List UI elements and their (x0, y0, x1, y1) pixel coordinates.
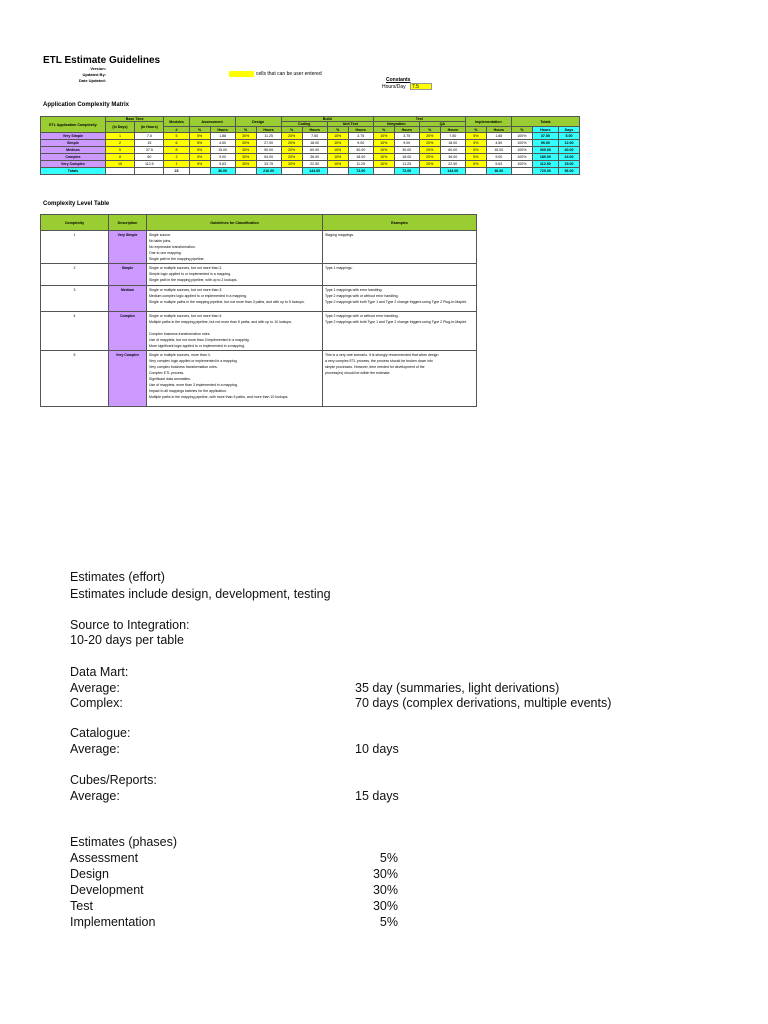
matrix-row (41, 147, 580, 154)
totals-cell-a-hrs: 36.00 (210, 168, 235, 175)
th-pct: % (373, 127, 394, 133)
complexity-description: Medium (109, 286, 147, 312)
constants-title: Constants (386, 77, 411, 83)
th-hours: Hours (302, 127, 327, 133)
matrix-cell-hours: 112.5 (135, 161, 164, 168)
complexity-description: Complex (109, 312, 147, 351)
totals-empty-cell (135, 168, 164, 175)
example-line: Type 1 mappings with error handling. (325, 288, 383, 292)
matrix-cell-im-pct[interactable]: 5% (465, 147, 486, 154)
th-hours: Hours (532, 127, 558, 133)
matrix-cell-d-hrs: 11.25 (256, 133, 281, 140)
matrix-cell-im-pct[interactable]: 5% (465, 133, 486, 140)
matrix-cell-c-hrs: 7.50 (302, 133, 327, 140)
matrix-cell-c-pct[interactable]: 20% (281, 161, 302, 168)
guideline-line: Multiple paths in the mapping pipeline, but not more than 5 paths, and with up to 10 lookups. (149, 320, 293, 324)
matrix-cell-a-hrs: 5.63 (210, 161, 235, 168)
matrix-cell-u-pct[interactable]: 10% (327, 133, 348, 140)
guideline-line: Simple logic applied to or implemented in a mapping. (149, 272, 232, 276)
s2i-value: 10-20 days per table (70, 633, 184, 647)
th-hours: Hours (394, 127, 419, 133)
matrix-cell-d-hrs: 27.00 (256, 140, 281, 147)
matrix-cell-u-pct[interactable]: 10% (327, 154, 348, 161)
matrix-cell-days[interactable]: 8 (105, 154, 134, 161)
th-hours: Hours (348, 127, 373, 133)
matrix-cell-name: Complex (41, 154, 106, 161)
example-line: process(es) should be within the estimate. (325, 371, 391, 375)
hours-per-day-input[interactable]: 7.5 (410, 83, 432, 90)
phase-value: 30% (372, 867, 398, 881)
matrix-cell-modules[interactable]: 3 (164, 154, 189, 161)
matrix-cell-c-pct[interactable]: 20% (281, 140, 302, 147)
matrix-cell-im-hrs: 4.50 (486, 140, 511, 147)
matrix-cell-modules[interactable]: 5 (164, 133, 189, 140)
matrix-cell-name: Simple (41, 140, 106, 147)
matrix-cell-t-hrs: 112.50 (532, 161, 558, 168)
matrix-cell-im-pct[interactable]: 5% (465, 161, 486, 168)
guideline-line: Use of mapplets, more than 3 implemented in a mapping. (149, 383, 238, 387)
totals-empty-cell (465, 168, 486, 175)
complexity-examples (323, 286, 477, 312)
complexity-row (41, 286, 477, 312)
datamart-complex-value: 70 days (complex derivations, multiple events) (355, 696, 612, 710)
guideline-line: Impact to all mappings batches for the application. (149, 389, 227, 393)
totals-empty-cell (511, 168, 532, 175)
matrix-cell-d-hrs: 54.00 (256, 154, 281, 161)
matrix-cell-d-pct[interactable]: 30% (235, 161, 256, 168)
th-hours: Hours (486, 127, 511, 133)
complexity-level: 3 (41, 286, 109, 312)
matrix-cell-t-pct: 100% (511, 161, 532, 168)
totals-cell-modules: 23 (164, 168, 189, 175)
matrix-cell-t-pct: 100% (511, 140, 532, 147)
matrix-cell-modules[interactable]: 6 (164, 140, 189, 147)
matrix-cell-d-hrs: 90.00 (256, 147, 281, 154)
example-line: Type 1 mappings. (325, 266, 353, 270)
th-pct: % (189, 127, 210, 133)
matrix-cell-name: Very Simple (41, 133, 106, 140)
totals-cell-d-hrs: 216.00 (256, 168, 281, 175)
catalogue-average-value: 10 days (355, 742, 399, 756)
th-complexity-level: Complexity (41, 215, 109, 231)
phase-label: Implementation (70, 915, 156, 929)
s2i-title: Source to Integration: (70, 618, 190, 632)
matrix-cell-im-hrs: 9.00 (486, 154, 511, 161)
complexity-level: 1 (41, 231, 109, 264)
matrix-cell-u-hrs: 9.00 (348, 140, 373, 147)
matrix-cell-i-pct[interactable]: 10% (373, 133, 394, 140)
matrix-cell-i-pct[interactable]: 10% (373, 154, 394, 161)
matrix-cell-t-days: 40.00 (558, 147, 579, 154)
matrix-cell-d-pct[interactable]: 30% (235, 154, 256, 161)
matrix-cell-t-hrs: 37.50 (532, 133, 558, 140)
matrix-cell-c-hrs: 18.00 (302, 140, 327, 147)
matrix-cell-u-pct[interactable]: 10% (327, 140, 348, 147)
example-line: a very complex ETL process, the process should be broken down into (325, 359, 433, 363)
effort-title: Estimates (effort) (70, 570, 165, 584)
matrix-cell-c-hrs: 22.50 (302, 161, 327, 168)
complexity-row (41, 264, 477, 286)
phase-value: 5% (379, 915, 398, 929)
matrix-cell-u-pct[interactable]: 10% (327, 161, 348, 168)
th-complexity: ETL Application Complexity (41, 117, 106, 133)
totals-cell-u-hrs: 72.00 (348, 168, 373, 175)
matrix-cell-im-hrs: 15.00 (486, 147, 511, 154)
matrix-cell-a-hrs: 1.88 (210, 133, 235, 140)
matrix-cell-q-hrs: 22.50 (440, 161, 465, 168)
matrix-cell-hours: 15 (135, 140, 164, 147)
guideline-line: Very complex business transformation rules. (149, 365, 218, 369)
matrix-cell-c-hrs: 60.00 (302, 147, 327, 154)
th-unit-test: Unit Test (327, 122, 373, 127)
complexity-guidelines (147, 312, 323, 351)
th-design: Design (235, 117, 281, 127)
matrix-cell-hours: 7.5 (135, 133, 164, 140)
matrix-cell-i-hrs: 3.75 (394, 133, 419, 140)
guideline-line: More significant logic applied to or implemented in a mapping. (149, 344, 245, 348)
matrix-row (41, 133, 580, 140)
cubes-average-value: 15 days (355, 789, 399, 803)
complexity-guidelines (147, 286, 323, 312)
th-integration: Integration (373, 122, 419, 127)
matrix-cell-d-hrs: 33.75 (256, 161, 281, 168)
matrix-totals-row (41, 168, 580, 175)
example-line: Type 2 mappings with or without error handling. (325, 314, 399, 318)
matrix-cell-im-pct[interactable]: 5% (465, 140, 486, 147)
example-line: simple processes. However, time needed for development of the (325, 365, 425, 369)
hours-per-day-label: Hours/Day (382, 84, 406, 90)
phase-label: Test (70, 899, 93, 913)
matrix-cell-days[interactable]: 1 (105, 133, 134, 140)
legend-text: cells that can be user entered (256, 71, 322, 77)
phase-value: 30% (372, 899, 398, 913)
totals-cell-t-days: 96.00 (558, 168, 579, 175)
matrix-cell-d-pct[interactable]: 30% (235, 140, 256, 147)
matrix-cell-hours: 60 (135, 154, 164, 161)
matrix-cell-t-days: 15.00 (558, 161, 579, 168)
th-in-days: (In Days) (105, 122, 134, 133)
matrix-cell-q-hrs: 60.00 (440, 147, 465, 154)
date-updated-label: Date Updated: (78, 78, 106, 83)
matrix-cell-im-hrs: 1.88 (486, 133, 511, 140)
matrix-cell-a-pct[interactable]: 5% (189, 133, 210, 140)
th-pct: % (235, 127, 256, 133)
matrix-cell-t-hrs: 90.00 (532, 140, 558, 147)
catalogue-average-label: Average: (70, 742, 120, 756)
totals-cell-t-hrs: 720.00 (532, 168, 558, 175)
matrix-cell-a-hrs: 4.50 (210, 140, 235, 147)
matrix-cell-days[interactable]: 5 (105, 147, 134, 154)
example-line: Type 2 mappings with or without error handling. (325, 294, 399, 298)
totals-empty-cell (235, 168, 256, 175)
guideline-line: No expression transformation. (149, 245, 196, 249)
matrix-cell-u-hrs: 3.75 (348, 133, 373, 140)
matrix-cell-i-pct[interactable]: 10% (373, 161, 394, 168)
matrix-cell-q-pct[interactable]: 20% (419, 133, 440, 140)
phase-label: Development (70, 883, 144, 897)
th-build: Build (281, 117, 373, 122)
matrix-cell-a-pct[interactable]: 5% (189, 154, 210, 161)
th-coding: Coding (281, 122, 327, 127)
matrix-cell-name: Very Complex (41, 161, 106, 168)
matrix-cell-im-hrs: 5.63 (486, 161, 511, 168)
matrix-cell-t-hrs: 300.00 (532, 147, 558, 154)
page-title: ETL Estimate Guidelines (43, 55, 161, 66)
th-hours: Hours (440, 127, 465, 133)
complexity-level: 2 (41, 264, 109, 286)
th-in-hours: (In Hours) (135, 122, 164, 133)
matrix-title: Application Complexity Matrix (43, 102, 130, 108)
th-totals: Totals (511, 117, 579, 127)
guideline-line: Single source. (149, 233, 172, 237)
th-qa: QA (419, 122, 465, 127)
th-pct: % (327, 127, 348, 133)
matrix-cell-t-pct: 100% (511, 154, 532, 161)
matrix-cell-c-pct[interactable]: 20% (281, 154, 302, 161)
matrix-cell-u-hrs: 18.00 (348, 154, 373, 161)
matrix-cell-u-hrs: 30.00 (348, 147, 373, 154)
th-pct: % (465, 127, 486, 133)
totals-empty-cell (327, 168, 348, 175)
matrix-cell-t-pct: 100% (511, 133, 532, 140)
matrix-cell-t-pct: 100% (511, 147, 532, 154)
effort-subtitle: Estimates include design, development, testing (70, 587, 331, 601)
th-guidelines: Guidelines for Classification (147, 215, 323, 231)
guideline-line: One to one mapping. (149, 251, 182, 255)
matrix-cell-a-hrs: 15.00 (210, 147, 235, 154)
complexity-matrix (40, 116, 580, 175)
th-base-time: Base Time (105, 117, 164, 122)
th-pct: % (511, 127, 532, 133)
complexity-description: Simple (109, 264, 147, 286)
guideline-line: Single path in the mapping pipeline. (149, 257, 205, 261)
complexity-row (41, 351, 477, 407)
th-days: Days (558, 127, 579, 133)
phase-value: 5% (379, 851, 398, 865)
matrix-cell-t-days: 12.00 (558, 140, 579, 147)
example-line: Staging mappings. (325, 233, 354, 237)
th-hours: Hours (210, 127, 235, 133)
matrix-cell-t-days: 5.00 (558, 133, 579, 140)
matrix-cell-d-pct[interactable]: 30% (235, 133, 256, 140)
totals-empty-cell (105, 168, 134, 175)
example-line: Type 2 mappings with both Type 1 and Type 2 change triggers using Type 2 Plug-In-Maplet. (325, 300, 467, 304)
totals-empty-cell (419, 168, 440, 175)
matrix-cell-days[interactable]: 15 (105, 161, 134, 168)
matrix-cell-a-pct[interactable]: 5% (189, 140, 210, 147)
matrix-cell-i-hrs: 18.00 (394, 154, 419, 161)
matrix-cell-i-hrs: 11.25 (394, 161, 419, 168)
user-entry-swatch (229, 71, 254, 77)
complexity-examples (323, 264, 477, 286)
matrix-cell-a-pct[interactable]: 5% (189, 147, 210, 154)
matrix-cell-a-hrs: 9.00 (210, 154, 235, 161)
matrix-cell-i-pct[interactable]: 10% (373, 140, 394, 147)
complexity-row (41, 312, 477, 351)
matrix-cell-q-hrs: 18.00 (440, 140, 465, 147)
datamart-average-label: Average: (70, 681, 120, 695)
matrix-cell-a-pct[interactable]: 5% (189, 161, 210, 168)
matrix-cell-q-pct[interactable]: 20% (419, 154, 440, 161)
totals-cell-c-hrs: 144.00 (302, 168, 327, 175)
matrix-cell-d-pct[interactable]: 30% (235, 147, 256, 154)
guideline-line: Single or multiple sources, but not more than 3. (149, 288, 223, 292)
complexity-guidelines (147, 231, 323, 264)
version-label: Version: (90, 66, 106, 71)
matrix-cell-modules[interactable]: 8 (164, 147, 189, 154)
complexity-guidelines (147, 264, 323, 286)
guideline-line: Single path in the mapping pipeline, with up to 2 lookups. (149, 278, 238, 282)
th-description: Description (109, 215, 147, 231)
th-examples: Examples (323, 215, 477, 231)
th-hours: Hours (256, 127, 281, 133)
matrix-cell-c-hrs: 36.00 (302, 154, 327, 161)
phase-label: Assessment (70, 851, 139, 865)
guideline-line: Single or multiple sources, more than 4. (149, 353, 211, 357)
totals-cell-i-hrs: 72.00 (394, 168, 419, 175)
catalogue-title: Catalogue: (70, 726, 131, 740)
cubes-average-label: Average: (70, 789, 120, 803)
datamart-title: Data Mart: (70, 665, 129, 679)
guideline-line: Use of mapplets, but not more than 3 implemented in a mapping. (149, 338, 250, 342)
matrix-cell-c-pct[interactable]: 20% (281, 147, 302, 154)
totals-empty-cell (373, 168, 394, 175)
matrix-cell-u-pct[interactable]: 10% (327, 147, 348, 154)
matrix-cell-c-pct[interactable]: 20% (281, 133, 302, 140)
complexity-level-table (40, 214, 477, 407)
matrix-cell-q-pct[interactable]: 20% (419, 140, 440, 147)
matrix-cell-name: Medium (41, 147, 106, 154)
matrix-cell-q-pct[interactable]: 20% (419, 147, 440, 154)
matrix-row (41, 161, 580, 168)
matrix-cell-modules[interactable]: 1 (164, 161, 189, 168)
matrix-cell-i-hrs: 30.00 (394, 147, 419, 154)
th-modules: Modules (164, 117, 189, 127)
complexity-guidelines (147, 351, 323, 407)
totals-cell-im-hrs: 36.00 (486, 168, 511, 175)
matrix-cell-q-hrs: 36.00 (440, 154, 465, 161)
example-line: Type 2 mappings with both Type 1 and Type 2 change triggers using Type 2 Plug-In-Maplet. (325, 320, 467, 324)
matrix-cell-hours: 37.5 (135, 147, 164, 154)
complexity-examples (323, 312, 477, 351)
complexity-description: Very Complex (109, 351, 147, 407)
phase-value: 30% (372, 883, 398, 897)
complexity-level: 4 (41, 312, 109, 351)
guideline-line: No table joins. (149, 239, 172, 243)
phase-label: Design (70, 867, 109, 881)
datamart-average-value: 35 day (summaries, light derivations) (355, 681, 560, 695)
complexity-table-title: Complexity Level Table (43, 201, 110, 207)
totals-empty-cell (281, 168, 302, 175)
guideline-line: Medium complex logic applied to or implemented in a mapping. (149, 294, 247, 298)
complexity-row (41, 231, 477, 264)
guideline-line: Complex business transformation rules. (149, 332, 211, 336)
matrix-cell-t-days: 24.00 (558, 154, 579, 161)
th-pct: % (281, 127, 302, 133)
complexity-level: 5 (41, 351, 109, 407)
guideline-line: Very complex logic applied or implemented in a mapping. (149, 359, 238, 363)
cubes-title: Cubes/Reports: (70, 773, 157, 787)
matrix-cell-t-hrs: 180.00 (532, 154, 558, 161)
matrix-cell-u-hrs: 11.25 (348, 161, 373, 168)
matrix-cell-im-pct[interactable]: 5% (465, 154, 486, 161)
matrix-cell-i-hrs: 9.00 (394, 140, 419, 147)
th-pct: % (419, 127, 440, 133)
matrix-cell-i-pct[interactable]: 10% (373, 147, 394, 154)
estimates-notes (70, 570, 690, 950)
guideline-line: Single or multiple sources, but not more than 4. (149, 314, 223, 318)
th-assessment: Assessment (189, 117, 235, 127)
datamart-complex-label: Complex: (70, 696, 123, 710)
matrix-cell-q-hrs: 7.50 (440, 133, 465, 140)
totals-cell-q-hrs: 144.00 (440, 168, 465, 175)
totals-empty-cell (189, 168, 210, 175)
guideline-line: Complex ETL process. (149, 371, 185, 375)
guideline-line: Significant data anomalies. (149, 377, 191, 381)
matrix-cell-days[interactable]: 2 (105, 140, 134, 147)
th-implementation: Implementation (465, 117, 511, 127)
complexity-examples (323, 351, 477, 407)
totals-cell-name: Totals (41, 168, 106, 175)
th-hash: # (164, 127, 189, 133)
guideline-line: Multiple paths in the mapping pipeline, with more than 5 paths, and more than 10 lookups. (149, 395, 289, 399)
matrix-cell-q-pct[interactable]: 20% (419, 161, 440, 168)
complexity-description: Very Simple (109, 231, 147, 264)
th-test: Test (373, 117, 465, 122)
guideline-line: Single or multiple paths in the mapping pipeline, but not more than 3 paths, and with up to 5 lookups. (149, 300, 305, 304)
complexity-examples (323, 231, 477, 264)
example-line: This is a very rare scenario. It is strongly recommended that when design (325, 353, 439, 357)
updated-by-label: Updated By: (82, 72, 106, 77)
matrix-row (41, 154, 580, 161)
phases-title: Estimates (phases) (70, 835, 177, 849)
matrix-row (41, 140, 580, 147)
guideline-line: Single or multiple sources, but not more than 2. (149, 266, 223, 270)
